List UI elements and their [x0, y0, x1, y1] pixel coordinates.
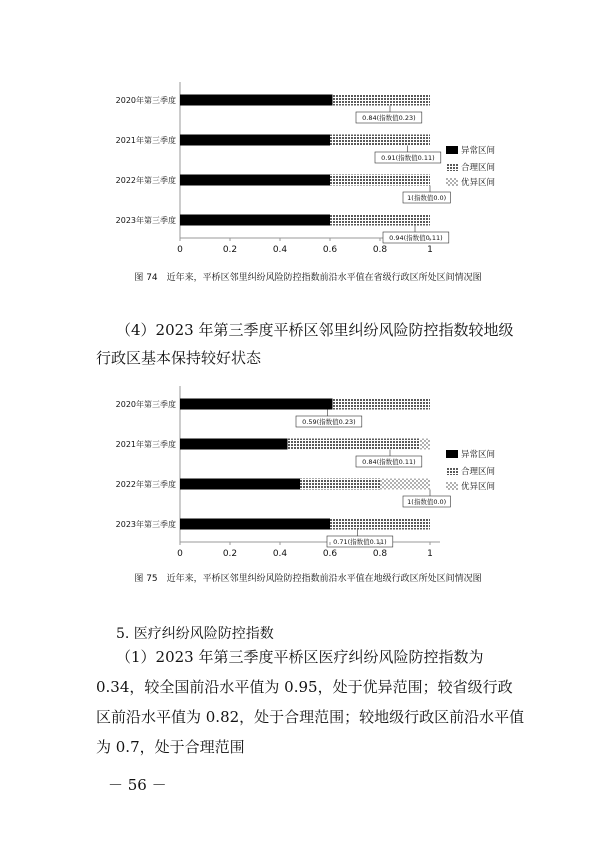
- annotation-label: 1(指数值0.0): [407, 498, 447, 506]
- chart-fig75: [0, 384, 600, 584]
- bar-segment-reasonable: [288, 439, 421, 450]
- category-label: 2021年第三季度: [115, 136, 176, 145]
- x-tick-label: 0.2: [222, 245, 238, 255]
- category-label: 2023年第三季度: [115, 216, 176, 225]
- x-tick-label: 0.6: [322, 245, 338, 255]
- legend-swatch: [446, 163, 458, 171]
- legend-label: 异常区间: [461, 450, 496, 460]
- page-number: － 56 －: [108, 776, 167, 794]
- category-label: 2022年第三季度: [115, 480, 176, 489]
- category-label: 2020年第三季度: [115, 400, 176, 409]
- bar-segment-abnormal: [180, 399, 333, 410]
- legend-label: 优异区间: [461, 178, 496, 188]
- x-tick-label: 1: [427, 245, 433, 255]
- legend-swatch: [446, 146, 458, 154]
- paragraph-1: （1）2023 年第三季度平桥区医疗纠纷风险防控指数为 0.34，较全国前沿水平值为 0.95，处于优异范围；较省级行政区前沿水平值为 0.82，处于合理范围；较地级行政区前沿水平值为 0.7，处于合理范围: [96, 648, 525, 756]
- annotation-label: 0.91(指数值0.11): [381, 154, 435, 162]
- bar-segment-abnormal: [180, 519, 330, 530]
- legend-swatch: [446, 482, 458, 490]
- x-tick-label: 1: [427, 549, 433, 559]
- chart-fig74: [0, 80, 600, 280]
- legend-swatch: [446, 450, 458, 458]
- x-tick-label: 0: [177, 549, 183, 559]
- bar-segment-reasonable: [330, 135, 430, 146]
- bar-segment-abnormal: [180, 215, 330, 226]
- bar-segment-reasonable: [330, 215, 430, 226]
- x-tick-label: 0.8: [372, 245, 388, 255]
- legend-swatch: [446, 178, 458, 186]
- x-tick-label: 0: [177, 245, 183, 255]
- bar-segment-reasonable: [330, 519, 430, 530]
- legend-label: 异常区间: [461, 146, 496, 156]
- x-tick-label: 0.2: [222, 549, 238, 559]
- bar-segment-abnormal: [180, 479, 300, 490]
- caption-fig75: 图 75 近年来，平桥区邻里纠纷风险防控指数前沿水平值在地级行政区所处区间情况图: [134, 574, 482, 584]
- category-label: 2020年第三季度: [115, 96, 176, 105]
- x-tick-label: 0.4: [272, 245, 288, 255]
- bar-segment-abnormal: [180, 95, 333, 106]
- bar-segment-reasonable: [333, 95, 431, 106]
- bar-segment-reasonable: [300, 479, 380, 490]
- section-5-title: 5. 医疗纠纷风险防控指数: [116, 626, 274, 642]
- x-tick-label: 0.6: [322, 549, 338, 559]
- legend-label: 优异区间: [461, 482, 496, 492]
- heading-4: （4）2023 年第三季度平桥区邻里纠纷风险防控指数较地级行政区基本保持较好状态: [96, 321, 514, 367]
- category-label: 2022年第三季度: [115, 176, 176, 185]
- annotation-label: 0.84(指数值0.11): [362, 458, 416, 466]
- bar-segment-abnormal: [180, 439, 288, 450]
- legend-swatch: [446, 467, 458, 475]
- annotation-label: 0.94(指数值0.11): [389, 234, 443, 242]
- annotation-label: 0.59(指数值0.23): [302, 418, 356, 426]
- category-label: 2023年第三季度: [115, 520, 176, 529]
- annotation-label: 0.71(指数值0.11): [333, 538, 387, 546]
- bar-segment-reasonable: [333, 399, 431, 410]
- bar-segment-abnormal: [180, 175, 330, 186]
- legend-label: 合理区间: [461, 467, 496, 477]
- caption-fig74: 图 74 近年来，平桥区邻里纠纷风险防控指数前沿水平值在省级行政区所处区间情况图: [134, 273, 482, 283]
- bar-segment-excellent: [420, 439, 430, 450]
- category-label: 2021年第三季度: [115, 440, 176, 449]
- x-tick-label: 0.4: [272, 549, 288, 559]
- bar-segment-reasonable: [330, 175, 430, 186]
- legend-label: 合理区间: [461, 163, 496, 173]
- bar-segment-abnormal: [180, 135, 330, 146]
- annotation-label: 0.84(指数值0.23): [362, 114, 416, 122]
- x-tick-label: 0.8: [372, 549, 388, 559]
- annotation-label: 1(指数值0.0): [407, 194, 447, 202]
- bar-segment-excellent: [380, 479, 430, 490]
